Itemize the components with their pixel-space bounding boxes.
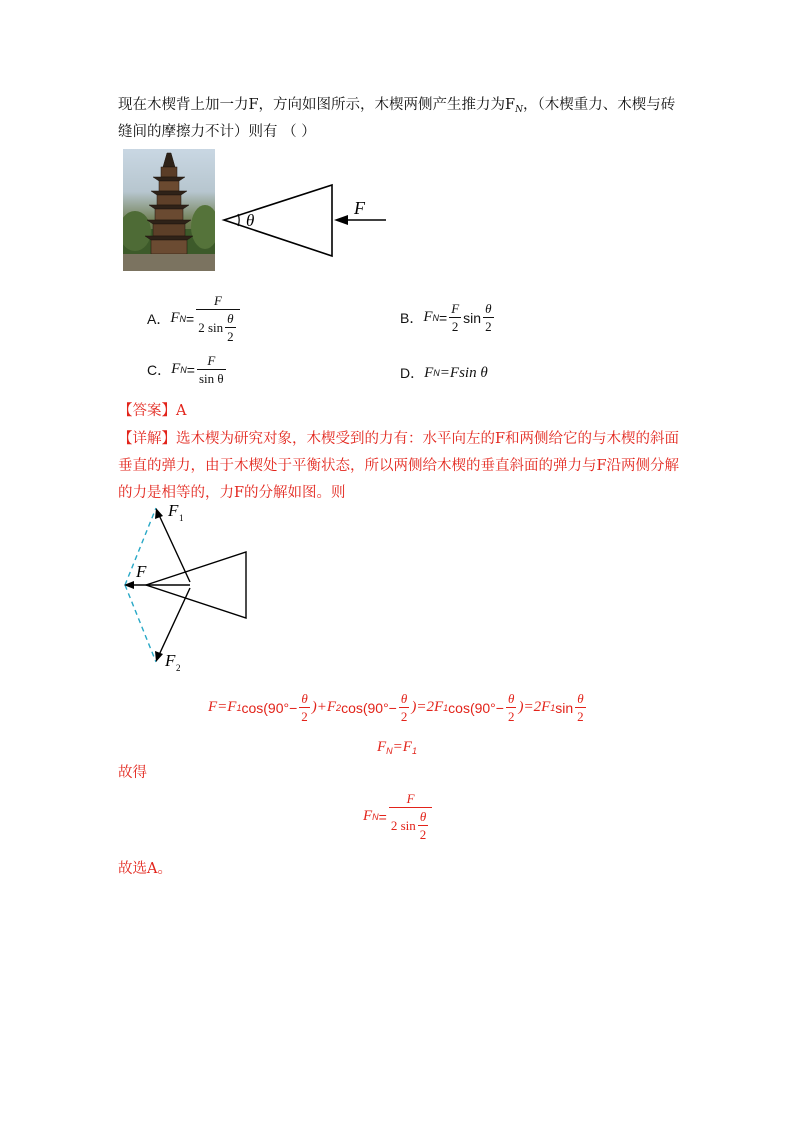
option-c[interactable]: C． F N = $\frac{F}{\text{sin θ}}$	[147, 353, 224, 386]
force-label: F	[354, 198, 365, 218]
force-arrow-head	[334, 215, 348, 225]
equation-2: $F_N=F_1$	[377, 739, 417, 756]
equation-1: F=F 1 cos(90°− $\frac{\theta}{2}$ )+F 2 cos(90°− $\frac{\theta}{2}$ )=2F 1 cos(90°− $\frac{\theta}{2}$ )=2F 1 sin $\frac{\theta}{2}$	[208, 691, 584, 724]
f1-arrow-head	[155, 508, 163, 519]
wedge-triangle	[224, 185, 332, 256]
f1-arrow-line	[159, 515, 190, 582]
question-line-1: 现在木楔背上加一力F，方向如图所示，木楔两侧产生推力为$F_N$，（木楔重力、木楔与砖	[118, 97, 676, 115]
theta-arc	[238, 214, 239, 226]
decomposition-figure	[112, 500, 262, 675]
detail-line-3: 的力是相等的，力F的分解如图。则	[118, 485, 346, 501]
f1-label: F	[168, 501, 179, 520]
therefore-text: 故得	[118, 765, 147, 781]
theta-label: θ	[246, 211, 255, 230]
equation-3: F N = F 2 sin $\frac{\theta}{2}$	[363, 790, 434, 843]
question-line-2: 缝间的摩擦力不计）则有 （ ）	[118, 124, 316, 140]
f2-sub: 2	[176, 663, 181, 673]
dashed-lower	[125, 585, 156, 662]
pagoda-icon	[123, 149, 215, 271]
detail-line-1: 【详解】选木楔为研究对象，木楔受到的力有：水平向左的F和两侧给它的与木楔的斜面	[118, 431, 680, 447]
option-d[interactable]: D． F N =Fsin θ	[400, 364, 488, 381]
option-a[interactable]: A． F N = F 2 sin $\frac{\theta}{2}$	[147, 292, 242, 345]
f2-label: F	[165, 651, 176, 670]
f1-sub: 1	[179, 513, 184, 523]
detail-line-2: 垂直的弹力，由于木楔处于平衡状态，所以两侧给木楔的垂直斜面的弹力与F沿两侧分解	[118, 458, 680, 474]
conclusion-text: 故选A。	[118, 861, 172, 877]
f2-arrow-line	[159, 588, 190, 655]
pagoda-photo	[123, 149, 215, 271]
option-b[interactable]: B． F N = $\frac{F}{2}$ sin $\frac{\theta}{2}$	[400, 301, 492, 334]
answer: 【答案】A	[118, 403, 187, 419]
wedge-figure	[220, 180, 390, 262]
f2-arrow-head	[155, 651, 163, 662]
f-label: F	[136, 562, 147, 581]
